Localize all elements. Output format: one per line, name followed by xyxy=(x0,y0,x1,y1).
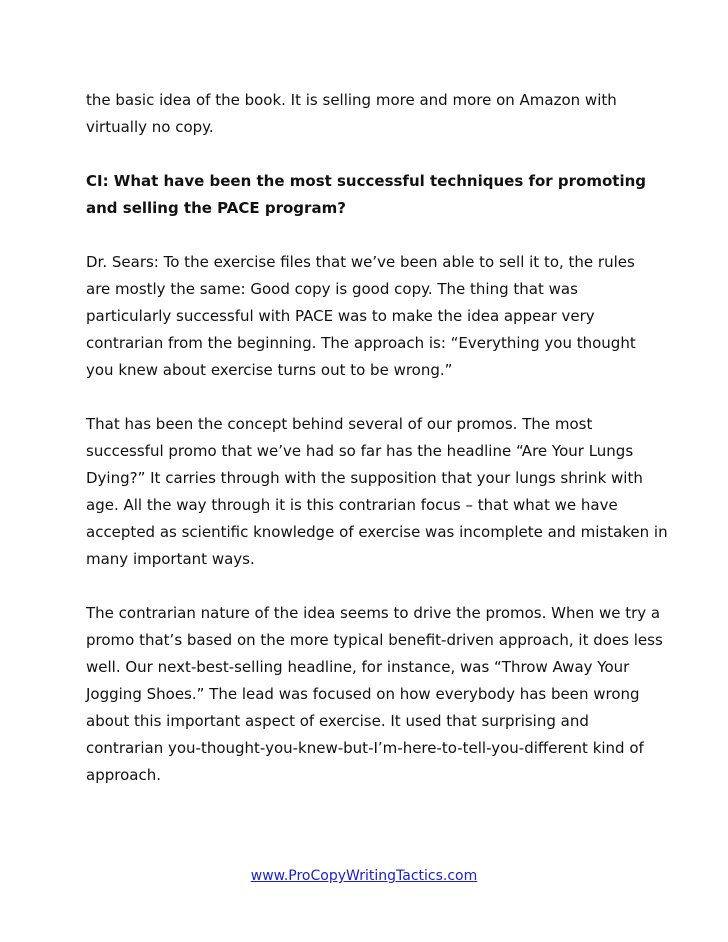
text-line: are mostly the same: Good copy is good copy. The thing that was xyxy=(86,280,578,298)
text-line: virtually no copy. xyxy=(86,118,214,136)
text-line: successful promo that we’ve had so far has the headline “Are Your Lungs xyxy=(86,442,634,460)
text-line: Jogging Shoes.” The lead was focused on how everybody has been wrong xyxy=(86,685,640,703)
paragraph-spacer xyxy=(86,384,646,411)
footer-website-link[interactable]: www.ProCopyWritingTactics.com xyxy=(250,868,478,884)
text-line: many important ways. xyxy=(86,550,255,568)
text-line: age. All the way through it is this contrarian focus – that what we have xyxy=(86,496,618,514)
paragraph-answer-2 xyxy=(86,411,668,573)
text-line: Dr. Sears: To the exercise files that we’ve been able to sell it to, the rules xyxy=(86,253,635,271)
paragraph-answer-3 xyxy=(86,600,663,789)
text-line: about this important aspect of exercise. It used that surprising and xyxy=(86,712,589,730)
text-line: The contrarian nature of the idea seems to drive the promos. When we try a xyxy=(86,604,661,622)
question-line: and selling the PACE program? xyxy=(86,199,346,217)
text-line: Dying?” It carries through with the supposition that your lungs shrink with xyxy=(86,469,643,487)
document-body xyxy=(86,87,668,789)
paragraph-spacer xyxy=(86,141,646,168)
paragraph-intro-continuation xyxy=(86,87,646,141)
paragraph-answer-1 xyxy=(86,249,646,384)
text-line: contrarian from the beginning. The approach is: “Everything you thought xyxy=(86,334,636,352)
text-line: particularly successful with PACE was to make the idea appear very xyxy=(86,307,595,325)
interview-question xyxy=(86,168,646,222)
text-line: well. Our next-best-selling headline, for instance, was “Throw Away Your xyxy=(86,658,630,676)
text-line: accepted as scientific knowledge of exercise was incomplete and mistaken in xyxy=(86,523,668,541)
page-footer xyxy=(0,866,728,886)
text-line: approach. xyxy=(86,766,161,784)
paragraph-spacer xyxy=(86,222,646,249)
text-line: contrarian you-thought-you-knew-but-I’m-here-to-tell-you-different kind of xyxy=(86,739,644,757)
text-line: promo that’s based on the more typical benefit-driven approach, it does less xyxy=(86,631,663,649)
paragraph-spacer xyxy=(86,573,646,600)
text-line: the basic idea of the book. It is selling more and more on Amazon with xyxy=(86,91,617,109)
question-line: CI: What have been the most successful techniques for promoting xyxy=(86,172,647,190)
text-line: you knew about exercise turns out to be wrong.” xyxy=(86,361,453,379)
text-line: That has been the concept behind several of our promos. The most xyxy=(86,415,593,433)
